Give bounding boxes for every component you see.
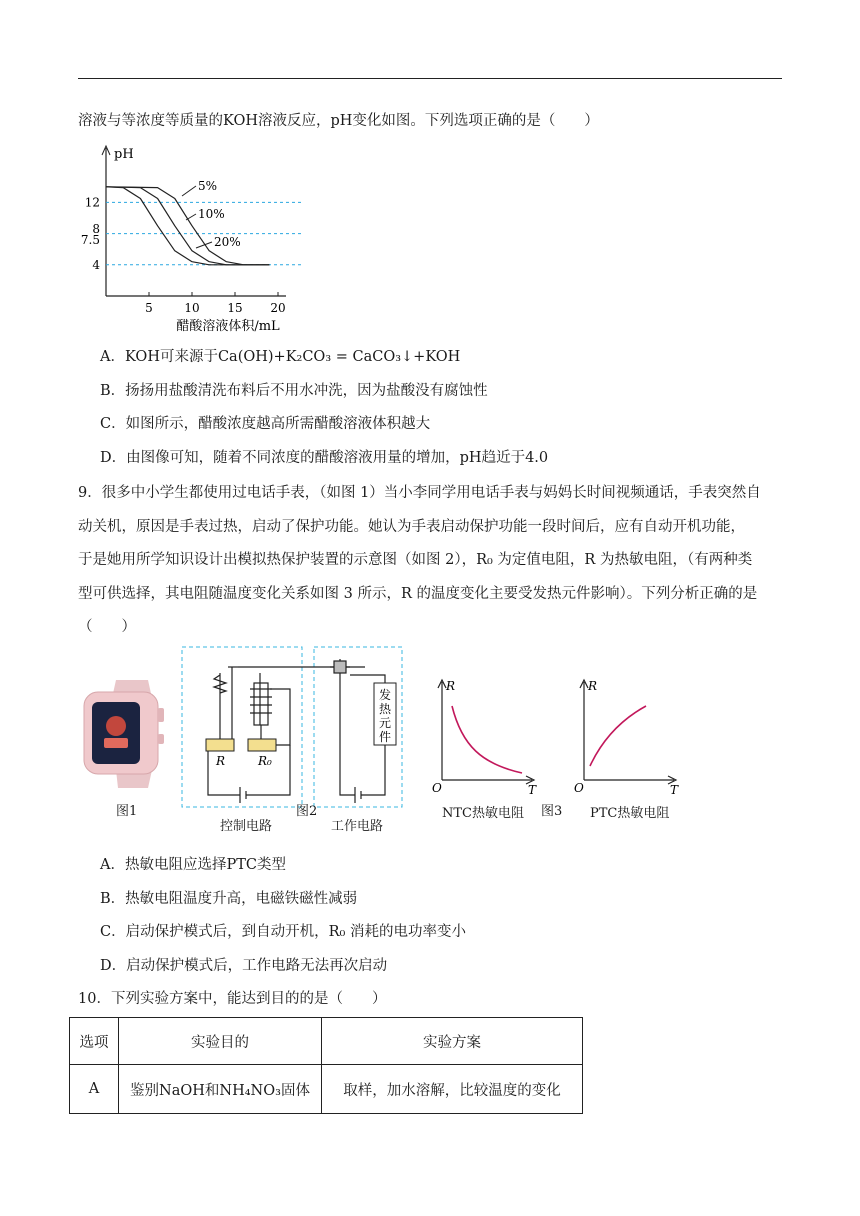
fig1-caption: 图1 <box>116 804 138 819</box>
ntc-graph <box>432 676 542 794</box>
series-leader <box>182 186 196 196</box>
q9-line-3: 于是她用所学知识设计出模拟热保护装置的示意图（如图 2），R₀ 为定值电阻，R 为热敏电阻，（有两种类 <box>78 552 753 568</box>
fig3-caption: 图3 <box>541 804 563 819</box>
option-label: C． <box>100 924 126 940</box>
resistor-r <box>206 739 234 751</box>
header-rule <box>78 78 782 79</box>
q9-option-d <box>100 956 387 976</box>
work-circuit-caption: 工作电路 <box>331 819 384 834</box>
cell-option: A <box>70 1065 119 1114</box>
header-purpose: 实验目的 <box>119 1018 322 1065</box>
ptc-axis-t: T <box>670 783 679 794</box>
option-text: 扬扬用盐酸清洗布料后不用水冲洗，因为盐酸没有腐蚀性 <box>125 383 488 399</box>
q8-option-b <box>100 381 488 401</box>
q9-option-c <box>100 922 466 942</box>
q8-option-c <box>100 414 430 434</box>
option-label: D． <box>100 450 127 466</box>
experiment-table <box>69 1017 583 1114</box>
q9-line-4: 型可供选择，其电阻随温度变化关系如图 3 所示，R 的温度变化主要受发热元件影响）。下列分析正确的是 <box>78 586 758 602</box>
q9-line-1: 9．很多中小学生都使用过电话手表，（如图 1）当小李同学用电话手表与妈妈长时间视频通话，手表突然自 <box>78 485 761 501</box>
fig2-caption: 图2 <box>296 804 318 819</box>
cell-purpose: 鉴别NaOH和NH₄NO₃固体 <box>119 1065 322 1114</box>
heater-label-2: 热 <box>378 702 392 716</box>
option-label: D． <box>100 958 127 974</box>
ntc-origin: O <box>432 781 442 794</box>
ptc-axis-r: R <box>588 679 598 693</box>
y-tick-label: 12 <box>84 195 100 210</box>
y-tick-label: 4 <box>92 257 100 272</box>
ptc-origin: O <box>574 781 584 794</box>
heater-label-4: 件 <box>378 730 392 744</box>
ntc-axis-r: R <box>446 679 456 693</box>
option-label: B． <box>100 891 126 907</box>
table-header-row <box>70 1018 583 1065</box>
series-leader <box>186 214 196 220</box>
x-axis-label: 醋酸溶液体积/mL <box>176 319 280 334</box>
q9-option-b <box>100 889 357 909</box>
y-axis-label: pH <box>114 147 134 162</box>
series-label: 5% <box>198 179 218 193</box>
control-circuit-caption: 控制电路 <box>220 819 273 834</box>
option-text: 启动保护模式后，到自动开机，R₀ 消耗的电功率变小 <box>125 924 466 940</box>
heater-label-1: 发 <box>378 688 392 702</box>
option-text: 如图所示，醋酸浓度越高所需醋酸溶液体积越大 <box>125 416 431 432</box>
smartwatch-image <box>78 678 178 790</box>
y-tick-label: 7.5 <box>80 232 100 247</box>
ntc-caption: NTC热敏电阻 <box>442 806 524 821</box>
q8-option-a <box>100 347 460 367</box>
option-text: 启动保护模式后，工作电路无法再次启动 <box>126 958 388 974</box>
x-tick-label: 10 <box>184 301 200 315</box>
option-text: 由图像可知，随着不同浓度的醋酸溶液用量的增加，pH趋近于4.0 <box>126 450 549 466</box>
label-r: R <box>216 754 226 768</box>
circuit-diagram <box>180 645 405 811</box>
control-circuit-box <box>182 647 302 807</box>
ntc-axis-t: T <box>528 783 537 794</box>
option-label: A． <box>100 857 125 873</box>
option-text: 热敏电阻温度升高，电磁铁磁性减弱 <box>125 891 358 907</box>
option-label: C． <box>100 416 126 432</box>
q9-line-5: （ ） <box>78 619 136 635</box>
q9-line-2: 动关机，原因是手表过热，启动了保护功能。她认为手表启动保护功能一段时间后，应有自动开机功能， <box>78 519 745 535</box>
option-text: KOH可来源于Ca(OH)+K₂CO₃ = CaCO₃↓+KOH <box>124 349 461 365</box>
series-label: 10% <box>198 207 225 221</box>
option-label: A． <box>100 349 125 365</box>
ph-chart <box>78 140 378 340</box>
x-tick-label: 20 <box>270 301 286 315</box>
y-tick-label: 8 <box>92 221 100 236</box>
series-line-5% <box>106 187 269 265</box>
q8-option-d <box>100 448 548 468</box>
x-tick-label: 5 <box>145 301 153 315</box>
x-tick-label: 15 <box>227 301 243 315</box>
series-label: 20% <box>214 235 241 249</box>
ptc-graph <box>574 676 684 794</box>
heater-label-3: 元 <box>378 716 392 730</box>
option-label: B． <box>100 383 126 399</box>
option-text: 热敏电阻应选择PTC类型 <box>124 857 287 873</box>
q8-stem: 溶液与等浓度等质量的KOH溶液反应，pH变化如图。下列选项正确的是（ ） <box>78 113 599 129</box>
header-option: 选项 <box>70 1018 119 1065</box>
series-line-20% <box>106 187 269 265</box>
ptc-caption: PTC热敏电阻 <box>590 806 670 821</box>
q10-stem: 10．下列实验方案中，能达到目的的是（ ） <box>78 991 387 1007</box>
header-plan: 实验方案 <box>322 1018 583 1065</box>
label-r0: R₀ <box>258 754 272 768</box>
q9-option-a <box>100 855 286 875</box>
table-row <box>70 1065 583 1114</box>
resistor-r0 <box>248 739 276 751</box>
cell-plan: 取样，加水溶解，比较温度的变化 <box>322 1065 583 1114</box>
series-line-10% <box>106 187 269 265</box>
